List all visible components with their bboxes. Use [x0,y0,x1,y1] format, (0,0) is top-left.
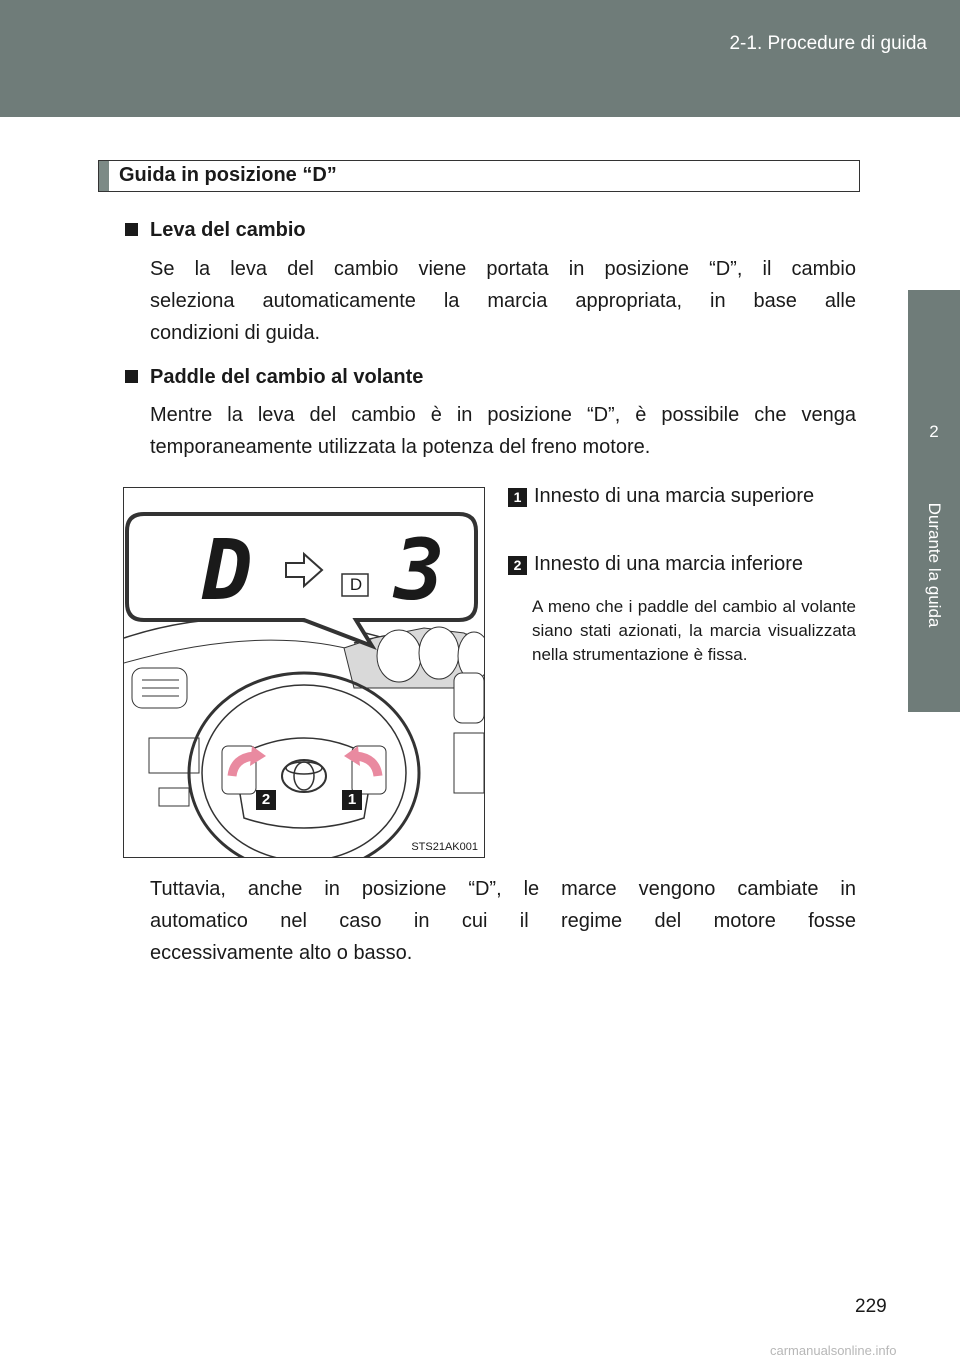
paragraph-line: seleziona automaticamente la marcia appropriata, in base alle [150,290,856,312]
paragraph-line: automatico nel caso in cui il regime del motore fosse [150,910,856,932]
number-badge-2: 2 [508,556,527,575]
title-accent-bar [99,161,109,191]
section-title-box [98,160,860,192]
page-number: 229 [855,1296,887,1317]
chapter-label: Durante la guida [925,502,944,628]
display-gear-to: 3 [394,521,445,619]
paragraph-line: temporaneamente utilizzata la potenza del freno motore. [150,436,651,458]
paragraph-line: Se la leva del cambio viene portata in posizione “D”, il cambio [150,258,856,280]
paragraph-line: eccessivamente alto o basso. [150,942,413,964]
note-text: A meno che i paddle del cambio al volante siano stati azionati, la marcia visualizzata nella strumentazione è fissa. [532,597,856,664]
bullet-title-paddle-shifters: Paddle del cambio al volante [125,366,423,389]
watermark: carmanualsonline.info [770,1343,897,1358]
steering-wheel-illustration [123,487,485,858]
paragraph-line: Mentre la leva del cambio è in posizione “D”, è possibile che venga [150,404,856,426]
chapter-side-tab[interactable] [908,290,960,712]
badge-upshift: 1 [347,791,357,808]
chapter-number: 2 [929,422,939,441]
section-heading: 2-1. Procedure di guida [729,33,927,54]
drive-indicator: D [349,575,363,594]
badge-downshift: 2 [261,791,271,808]
top-header-bar [0,0,960,117]
display-gear-from: D [202,521,253,619]
paragraph-line: condizioni di guida. [150,322,321,344]
legend-text: Innesto di una marcia inferiore [534,553,804,575]
square-bullet-icon [125,370,138,383]
legend-text: Innesto di una marcia superiore [534,485,815,507]
bullet-title-gear-lever: Leva del cambio [125,219,306,242]
number-badge-1: 1 [508,488,527,507]
square-bullet-icon [125,223,138,236]
paragraph-line: Tuttavia, anche in posizione “D”, le marce vengono cambiate in [150,878,856,900]
section-title: Guida in posizione “D” [119,164,337,186]
figure-code: STS21AK001 [411,841,478,853]
